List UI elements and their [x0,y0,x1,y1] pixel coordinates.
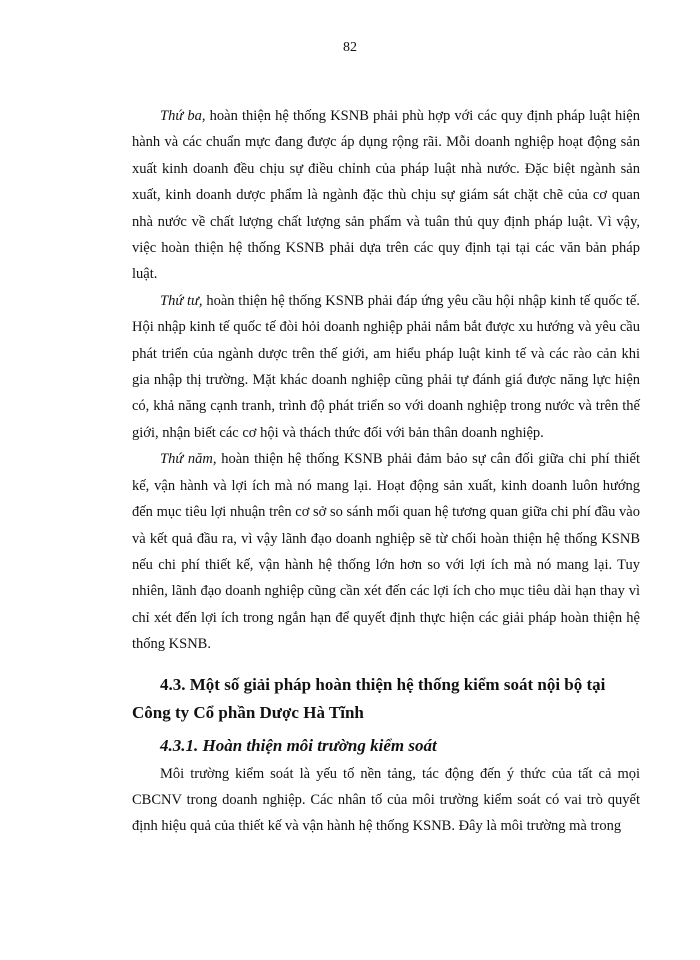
paragraph-thu-nam [132,446,640,657]
paragraph-text: hoàn thiện hệ thống KSNB phải đáp ứng yêu cầu hội nhập kinh tế quốc tế. Hội nhập kinh tế quốc tế đòi hỏi doanh nghiệp phải nắm bắt được xu hướng và yêu cầu phát triển của ngành dược trên thế giới, am hiểu pháp luật kinh tế và các rào cản khi gia nhập thị trường. Mặt khác doanh nghiệp cũng phải tự đánh giá được năng lực hiện có, khả năng cạnh tranh, trình độ phát triển so với doanh nghiệp trong nước và trên thế giới, nhận biết các cơ hội và thách thức đối với bản thân doanh nghiệp. [132,292,640,441]
section-heading: 4.3. Một số giải pháp hoàn thiện hệ thống kiểm soát nội bộ tại Công ty Cổ phần Dược Hà Tĩnh [132,674,606,722]
page-number: 82 [343,40,357,55]
paragraph-lead: Thứ năm, [160,451,217,468]
paragraph-lead: Thứ ba, [160,108,206,124]
paragraph-thu-ba [132,103,640,288]
subsection-heading: 4.3.1. Hoàn thiện môi trường kiểm soát [160,735,437,755]
paragraph-text: hoàn thiện hệ thống KSNB phải phù hợp với các quy định pháp luật hiện hành và các chuẩn mực đang được áp dụng rộng rãi. Mỗi doanh nghiệp hoạt động sản xuất kinh doanh đều chịu sự điều chỉnh của pháp luật nhà nước. Đặc biệt ngành sản xuất, kinh doanh dược phẩm là ngành đặc thù chịu sự giám sát chặt chẽ của cơ quan nhà nước về chất lượng chất lượng sản phẩm và tuân thủ quy định pháp luật. Vì vậy, việc hoàn thiện hệ thống KSNB phải dựa trên các quy định tại tại các văn bản pháp luật. [132,108,640,283]
paragraph-text: hoàn thiện hệ thống KSNB phải đảm bảo sự cân đối giữa chi phí thiết kế, vận hành và lợi ích mà nó mang lại. Hoạt động sản xuất, kinh doanh luôn hướng đến mục tiêu lợi nhuận trên cơ sở so sánh mối quan hệ tương quan giữa chi phí đầu vào và kết quả đầu ra, vì vậy lãnh đạo doanh nghiệp sẽ từ chối hoàn thiện hệ thống KSNB nếu chi phí thiết kế, vận hành hệ thống lớn hơn so với lợi ích mà nó mang lại. Tuy nhiên, lãnh đạo doanh nghiệp cũng cần xét đến các lợi ích cho mục tiêu dài hạn thay vì chỉ xét đến lợi ích trong ngắn hạn để quyết định thực hiện các giải pháp hoàn thiện hệ thống KSNB. [132,451,640,653]
paragraph-lead: Thứ tư, [160,292,203,309]
paragraph-thu-tu [132,288,640,446]
paragraph-moi-truong: Môi trường kiểm soát là yếu tố nền tảng, tác động đến ý thức của tất cả mọi CBCNV trong doanh nghiệp. Các nhân tố của môi trường kiểm soát có vai trò quyết định hiệu quả của thiết kế và vận hành hệ thống KSNB. Đây là môi trường mà trong [132,765,640,835]
page-content [132,103,640,840]
